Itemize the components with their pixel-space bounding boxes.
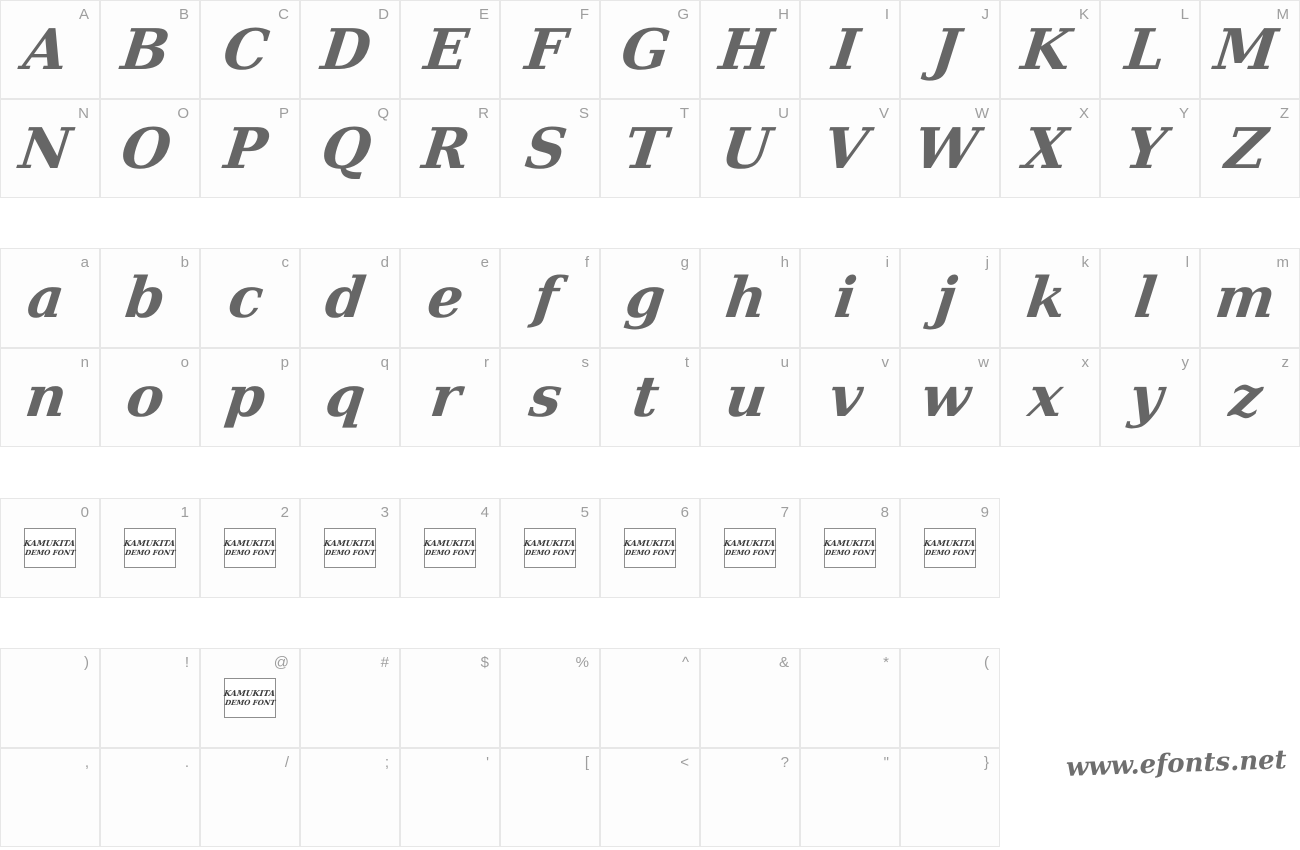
cell-label: 5 — [580, 504, 589, 521]
char-cell — [601, 249, 699, 347]
char-cell — [701, 649, 799, 747]
font-glyph: l — [1131, 264, 1161, 331]
cell-label: 6 — [680, 504, 689, 521]
cell-label: f — [584, 254, 589, 271]
font-glyph: y — [1125, 364, 1167, 431]
char-cell — [1101, 100, 1199, 197]
demo-font-placeholder-box — [424, 528, 476, 568]
char-cell — [201, 499, 299, 597]
section-lowercase — [0, 248, 1300, 447]
font-glyph: g — [622, 264, 670, 331]
demo-box-line1: KAMUKITA — [323, 538, 377, 549]
cell-label: # — [380, 654, 389, 671]
demo-font-placeholder-box — [224, 678, 276, 718]
char-cell — [401, 349, 499, 447]
char-cell — [101, 749, 199, 847]
font-glyph: F — [522, 16, 570, 83]
cell-label: % — [575, 654, 589, 671]
cell-label: & — [778, 654, 789, 671]
char-cell — [701, 100, 799, 197]
cell-label: t — [684, 353, 689, 371]
cell-label: 4 — [480, 504, 489, 521]
demo-box-line2: DEMO FONT — [424, 548, 476, 558]
cell-label: s — [581, 353, 589, 371]
cell-label: / — [284, 753, 289, 771]
cell-label: ( — [984, 654, 989, 671]
demo-font-placeholder-box — [24, 528, 76, 568]
char-cell — [401, 249, 499, 347]
char-cell — [901, 649, 999, 747]
char-cell — [401, 749, 499, 847]
cell-label: A — [78, 6, 89, 23]
cell-label: b — [180, 254, 189, 271]
section-uppercase — [0, 0, 1300, 198]
demo-box-line1: KAMUKITA — [523, 538, 577, 549]
cell-label: 9 — [980, 504, 989, 521]
cell-label: B — [178, 6, 189, 23]
cell-label: ! — [184, 654, 189, 671]
cell-label: u — [780, 353, 789, 371]
char-cell — [501, 1, 599, 98]
font-glyph: o — [123, 364, 169, 431]
char-cell — [1001, 349, 1099, 447]
font-glyph: C — [219, 16, 273, 83]
font-glyph: X — [1020, 115, 1072, 182]
font-glyph: q — [322, 364, 370, 431]
font-glyph: i — [831, 264, 861, 331]
font-glyph: J — [928, 16, 964, 83]
char-cell — [601, 100, 699, 197]
cell-label: } — [983, 753, 989, 771]
cell-label: e — [480, 254, 489, 271]
cell-label: n — [80, 353, 89, 371]
font-glyph: W — [910, 115, 982, 182]
font-glyph: b — [122, 264, 170, 331]
char-cell — [401, 499, 499, 597]
cell-label: . — [184, 753, 189, 771]
demo-box-line1: KAMUKITA — [823, 538, 877, 549]
char-cell — [801, 749, 899, 847]
demo-box-line1: KAMUKITA — [23, 538, 77, 549]
char-cell — [701, 249, 799, 347]
demo-box-line2: DEMO FONT — [724, 548, 776, 558]
cell-label: m — [1276, 254, 1289, 271]
cell-label: q — [380, 353, 389, 371]
font-glyph: G — [618, 16, 674, 83]
demo-box-line1: KAMUKITA — [223, 538, 277, 549]
cell-label: d — [380, 254, 389, 271]
cell-label: S — [578, 105, 589, 122]
char-cell — [501, 499, 599, 597]
cell-label: c — [281, 254, 289, 271]
cell-label: a — [80, 254, 89, 271]
char-cell — [801, 499, 899, 597]
demo-box-line1: KAMUKITA — [423, 538, 477, 549]
char-cell — [1, 749, 99, 847]
char-cell — [1, 499, 99, 597]
font-glyph: k — [1022, 264, 1070, 331]
char-cell — [601, 749, 699, 847]
cell-label: 1 — [180, 504, 189, 521]
font-glyph: a — [23, 264, 69, 331]
font-glyph: m — [1212, 264, 1280, 331]
font-glyph: K — [1017, 16, 1075, 83]
cell-label: ) — [84, 654, 89, 671]
char-cell — [1201, 1, 1299, 98]
cell-label: [ — [584, 753, 589, 771]
char-cell — [201, 1, 299, 98]
cell-label: R — [478, 105, 489, 122]
font-glyph: V — [820, 115, 872, 182]
demo-box-line2: DEMO FONT — [524, 548, 576, 558]
char-cell — [901, 349, 999, 447]
font-glyph: S — [521, 115, 571, 182]
demo-box-line2: DEMO FONT — [24, 548, 76, 558]
demo-box-line2: DEMO FONT — [924, 548, 976, 558]
demo-font-placeholder-box — [624, 528, 676, 568]
cell-label: y — [1181, 353, 1189, 371]
char-cell — [601, 1, 699, 98]
cell-label: k — [1081, 254, 1089, 271]
char-cell — [301, 1, 399, 98]
cell-label: C — [278, 6, 289, 23]
cell-label: W — [974, 105, 989, 122]
char-cell — [701, 1, 799, 98]
section-symbols — [0, 648, 1000, 847]
demo-font-placeholder-box — [324, 528, 376, 568]
char-cell — [1201, 349, 1299, 447]
cell-label: ' — [486, 753, 489, 771]
char-cell — [1, 1, 99, 98]
char-cell — [801, 1, 899, 98]
font-glyph: j — [931, 264, 961, 331]
font-glyph: R — [418, 115, 474, 182]
demo-box-line1: KAMUKITA — [723, 538, 777, 549]
cell-label: i — [885, 254, 889, 271]
char-cell — [701, 499, 799, 597]
font-glyph: P — [220, 115, 272, 182]
font-glyph: A — [20, 16, 72, 83]
cell-label: K — [1078, 6, 1089, 23]
cell-label: H — [778, 6, 789, 23]
char-cell — [1001, 100, 1099, 197]
char-cell — [701, 749, 799, 847]
font-glyph: s — [526, 364, 566, 431]
font-glyph: z — [1226, 364, 1266, 431]
char-cell — [501, 649, 599, 747]
char-cell — [401, 1, 499, 98]
cell-label: D — [378, 6, 389, 23]
font-glyph: T — [621, 115, 671, 182]
char-cell — [301, 649, 399, 747]
char-cell — [1201, 249, 1299, 347]
cell-label: " — [883, 753, 889, 771]
cell-label: * — [883, 654, 889, 671]
cell-label: O — [177, 105, 189, 122]
font-glyph: M — [1210, 16, 1282, 83]
font-glyph: p — [222, 364, 270, 431]
demo-box-line2: DEMO FONT — [124, 548, 176, 558]
char-cell — [201, 649, 299, 747]
font-glyph: Z — [1221, 115, 1271, 182]
char-cell — [1, 349, 99, 447]
char-cell — [901, 249, 999, 347]
cell-label: V — [878, 105, 889, 122]
demo-font-placeholder-box — [824, 528, 876, 568]
char-cell — [1201, 100, 1299, 197]
char-cell — [1101, 1, 1199, 98]
font-glyph: f — [529, 264, 563, 331]
cell-label: ^ — [681, 654, 689, 671]
font-glyph: Q — [317, 115, 375, 182]
char-cell — [901, 1, 999, 98]
cell-label: P — [278, 105, 289, 122]
font-glyph: c — [224, 264, 268, 331]
cell-label: E — [478, 6, 489, 23]
cell-label: g — [680, 254, 689, 271]
demo-box-line1: KAMUKITA — [623, 538, 677, 549]
cell-label: p — [280, 353, 289, 371]
demo-font-placeholder-box — [124, 528, 176, 568]
char-cell — [801, 100, 899, 197]
char-cell — [101, 499, 199, 597]
demo-box-line2: DEMO FONT — [224, 548, 276, 558]
cell-label: 0 — [80, 504, 89, 521]
char-cell — [1001, 249, 1099, 347]
font-glyph: v — [825, 364, 867, 431]
char-cell — [901, 499, 999, 597]
cell-label: $ — [480, 654, 489, 671]
demo-box-line2: DEMO FONT — [324, 548, 376, 558]
font-glyph: e — [424, 264, 468, 331]
font-glyph: O — [117, 115, 175, 182]
demo-font-placeholder-box — [524, 528, 576, 568]
char-cell — [601, 499, 699, 597]
char-cell — [901, 749, 999, 847]
cell-label: o — [180, 353, 189, 371]
font-glyph: u — [721, 364, 771, 431]
char-cell — [101, 1, 199, 98]
cell-label: 8 — [880, 504, 889, 521]
char-cell — [401, 649, 499, 747]
cell-label: ? — [780, 753, 789, 771]
char-cell — [501, 349, 599, 447]
font-glyph: t — [629, 364, 663, 431]
cell-label: v — [881, 353, 889, 371]
font-glyph: Y — [1121, 115, 1171, 182]
char-cell — [1101, 349, 1199, 447]
char-cell — [501, 749, 599, 847]
watermark: www.efonts.net — [1065, 745, 1288, 783]
demo-box-line2: DEMO FONT — [224, 697, 276, 707]
char-cell — [801, 649, 899, 747]
char-cell — [601, 349, 699, 447]
char-cell — [201, 100, 299, 197]
cell-label: l — [1185, 254, 1189, 271]
char-cell — [301, 749, 399, 847]
cell-label: w — [978, 353, 989, 371]
char-cell — [801, 249, 899, 347]
cell-label: I — [884, 6, 889, 23]
cell-label: Z — [1279, 105, 1289, 122]
char-cell — [301, 349, 399, 447]
char-cell — [101, 349, 199, 447]
cell-label: Q — [377, 105, 389, 122]
font-glyph: I — [828, 16, 864, 83]
cell-label: L — [1180, 6, 1189, 23]
cell-label: , — [84, 753, 89, 771]
cell-label: M — [1276, 6, 1289, 23]
char-cell — [201, 349, 299, 447]
cell-label: Y — [1178, 105, 1189, 122]
cell-label: U — [778, 105, 789, 122]
font-glyph: L — [1122, 16, 1170, 83]
char-cell — [701, 349, 799, 447]
char-cell — [601, 649, 699, 747]
char-cell — [801, 349, 899, 447]
cell-label: T — [679, 105, 689, 122]
font-glyph: h — [721, 264, 771, 331]
section-digits — [0, 498, 1000, 598]
char-cell — [1, 249, 99, 347]
cell-label: x — [1081, 353, 1089, 371]
demo-box-line1: KAMUKITA — [223, 688, 277, 698]
font-glyph: U — [717, 115, 775, 182]
cell-label: X — [1078, 105, 1089, 122]
font-glyph: d — [322, 264, 370, 331]
demo-box-line1: KAMUKITA — [123, 538, 177, 549]
char-cell — [101, 249, 199, 347]
char-cell — [201, 749, 299, 847]
demo-box-line2: DEMO FONT — [624, 548, 676, 558]
char-cell — [1101, 249, 1199, 347]
char-cell — [501, 249, 599, 347]
demo-font-placeholder-box — [924, 528, 976, 568]
cell-label: J — [981, 6, 989, 23]
font-glyph: r — [427, 364, 465, 431]
cell-label: N — [78, 105, 89, 122]
font-glyph: w — [917, 364, 975, 431]
demo-box-line1: KAMUKITA — [923, 538, 977, 549]
cell-label: r — [484, 353, 489, 371]
font-glyph: D — [317, 16, 375, 83]
char-cell — [901, 100, 999, 197]
font-glyph: x — [1025, 364, 1067, 431]
cell-label: 3 — [380, 504, 389, 521]
cell-label: F — [579, 6, 589, 23]
font-glyph: H — [715, 16, 777, 83]
demo-box-line2: DEMO FONT — [824, 548, 876, 558]
char-cell — [101, 649, 199, 747]
char-cell — [501, 100, 599, 197]
demo-font-placeholder-box — [724, 528, 776, 568]
cell-label: 7 — [780, 504, 789, 521]
char-cell — [101, 100, 199, 197]
char-cell — [301, 249, 399, 347]
char-cell — [401, 100, 499, 197]
char-cell — [1001, 1, 1099, 98]
cell-label: j — [985, 254, 989, 271]
demo-font-placeholder-box — [224, 528, 276, 568]
char-cell — [301, 499, 399, 597]
font-glyph: B — [118, 16, 174, 83]
char-cell — [1, 100, 99, 197]
font-glyph: E — [420, 16, 472, 83]
cell-label: @ — [273, 654, 289, 671]
font-glyph: n — [21, 364, 71, 431]
cell-label: 2 — [280, 504, 289, 521]
cell-label: G — [677, 6, 689, 23]
cell-label: ; — [384, 753, 389, 771]
cell-label: z — [1281, 353, 1289, 371]
cell-label: h — [780, 254, 789, 271]
font-glyph: N — [16, 115, 76, 182]
cell-label: < — [680, 753, 689, 771]
char-cell — [301, 100, 399, 197]
char-cell — [201, 249, 299, 347]
char-cell — [1, 649, 99, 747]
